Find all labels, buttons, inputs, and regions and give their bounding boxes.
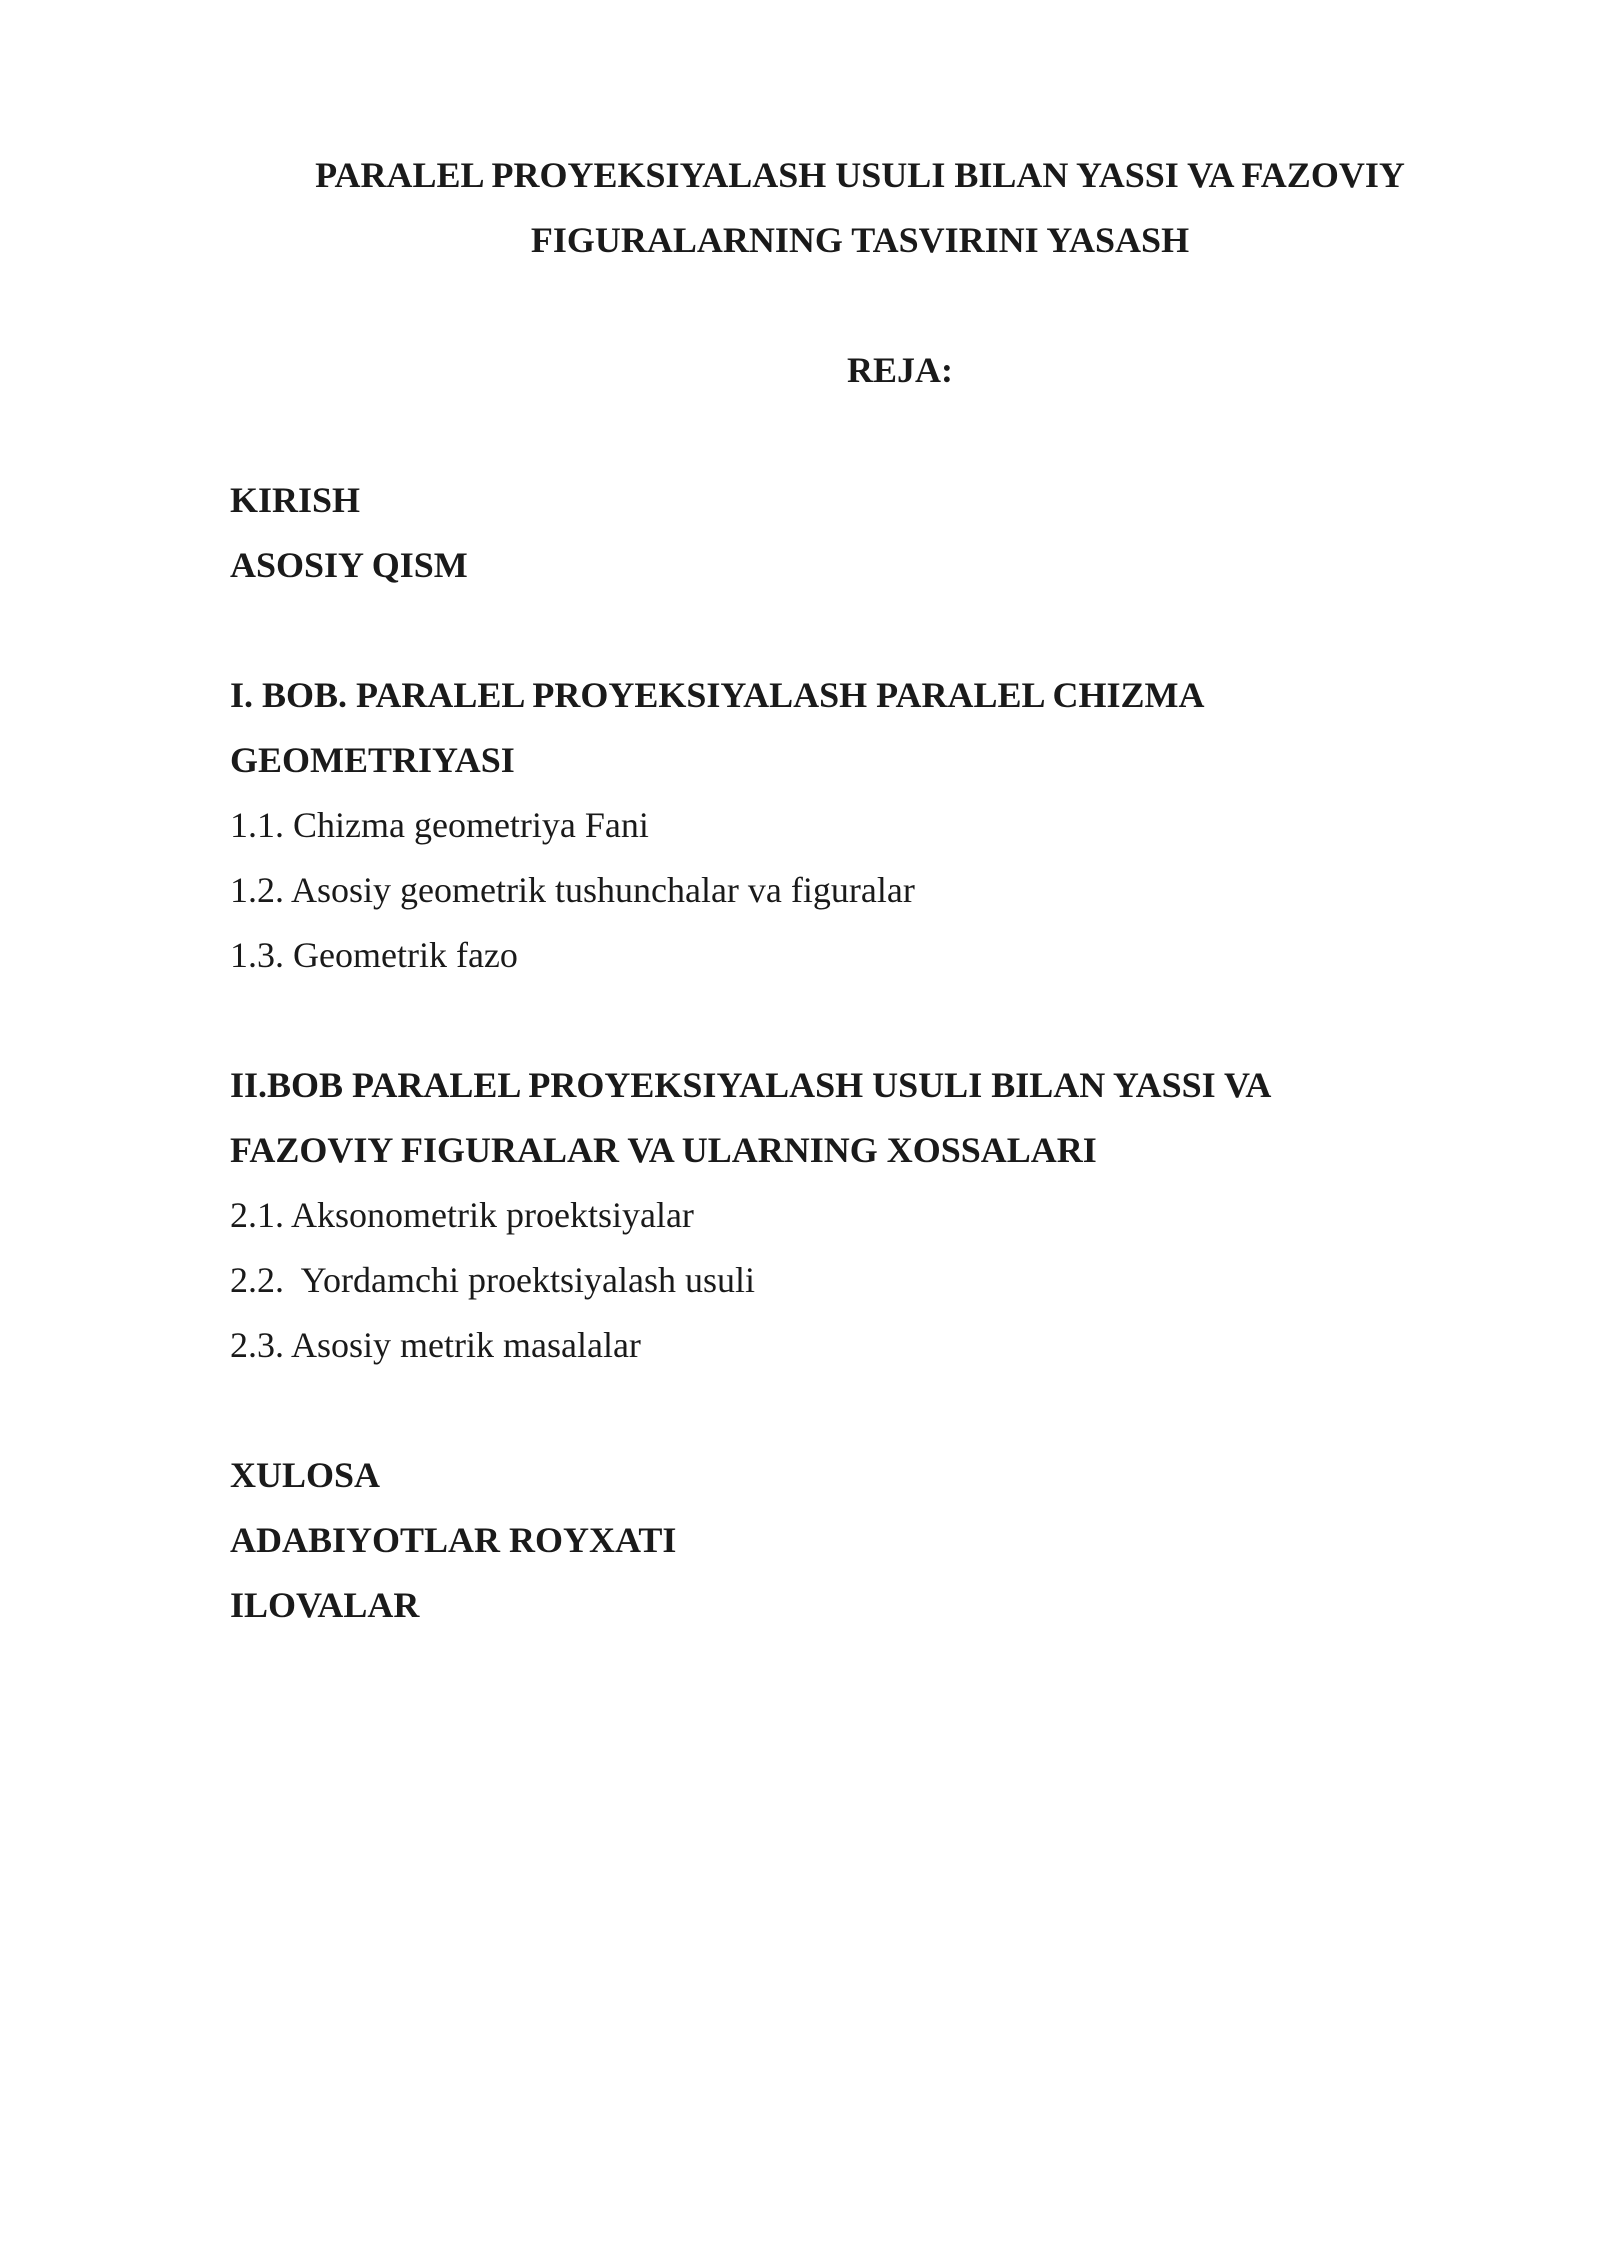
chapter2-section-2: 2.2. Yordamchi proektsiyalash usuli <box>230 1260 755 1300</box>
main-part-heading: ASOSIY QISM <box>230 545 468 585</box>
plan-heading: REJA: <box>847 350 953 390</box>
chapter2-section-1: 2.1. Aksonometrik proektsiyalar <box>230 1195 694 1235</box>
conclusion-heading: XULOSA <box>230 1455 381 1495</box>
chapter1-section-3: 1.3. Geometrik fazo <box>230 935 518 975</box>
chapter1-section-1: 1.1. Chizma geometriya Fani <box>230 805 649 845</box>
document-title-line-1: PARALEL PROYEKSIYALASH USULI BILAN YASSI VA FAZOVIY <box>315 155 1405 195</box>
chapter2-section-3: 2.3. Asosiy metrik masalalar <box>230 1325 641 1365</box>
chapter2-title-line-2: FAZOVIY FIGURALAR VA ULARNING XOSSALARI <box>230 1130 1097 1170</box>
references-heading: ADABIYOTLAR ROYXATI <box>230 1520 677 1560</box>
chapter1-title-line-1: I. BOB. PARALEL PROYEKSIYALASH PARALEL CHIZMA <box>230 675 1205 715</box>
intro-heading: KIRISH <box>230 480 361 520</box>
chapter1-title-line-2: GEOMETRIYASI <box>230 740 515 780</box>
document-title-line-2: FIGURALARNING TASVIRINI YASASH <box>530 220 1190 260</box>
appendices-heading: ILOVALAR <box>230 1585 420 1625</box>
chapter1-section-2: 1.2. Asosiy geometrik tushunchalar va figuralar <box>230 870 915 910</box>
chapter2-title-line-1: II.BOB PARALEL PROYEKSIYALASH USULI BILAN YASSI VA <box>230 1065 1272 1105</box>
